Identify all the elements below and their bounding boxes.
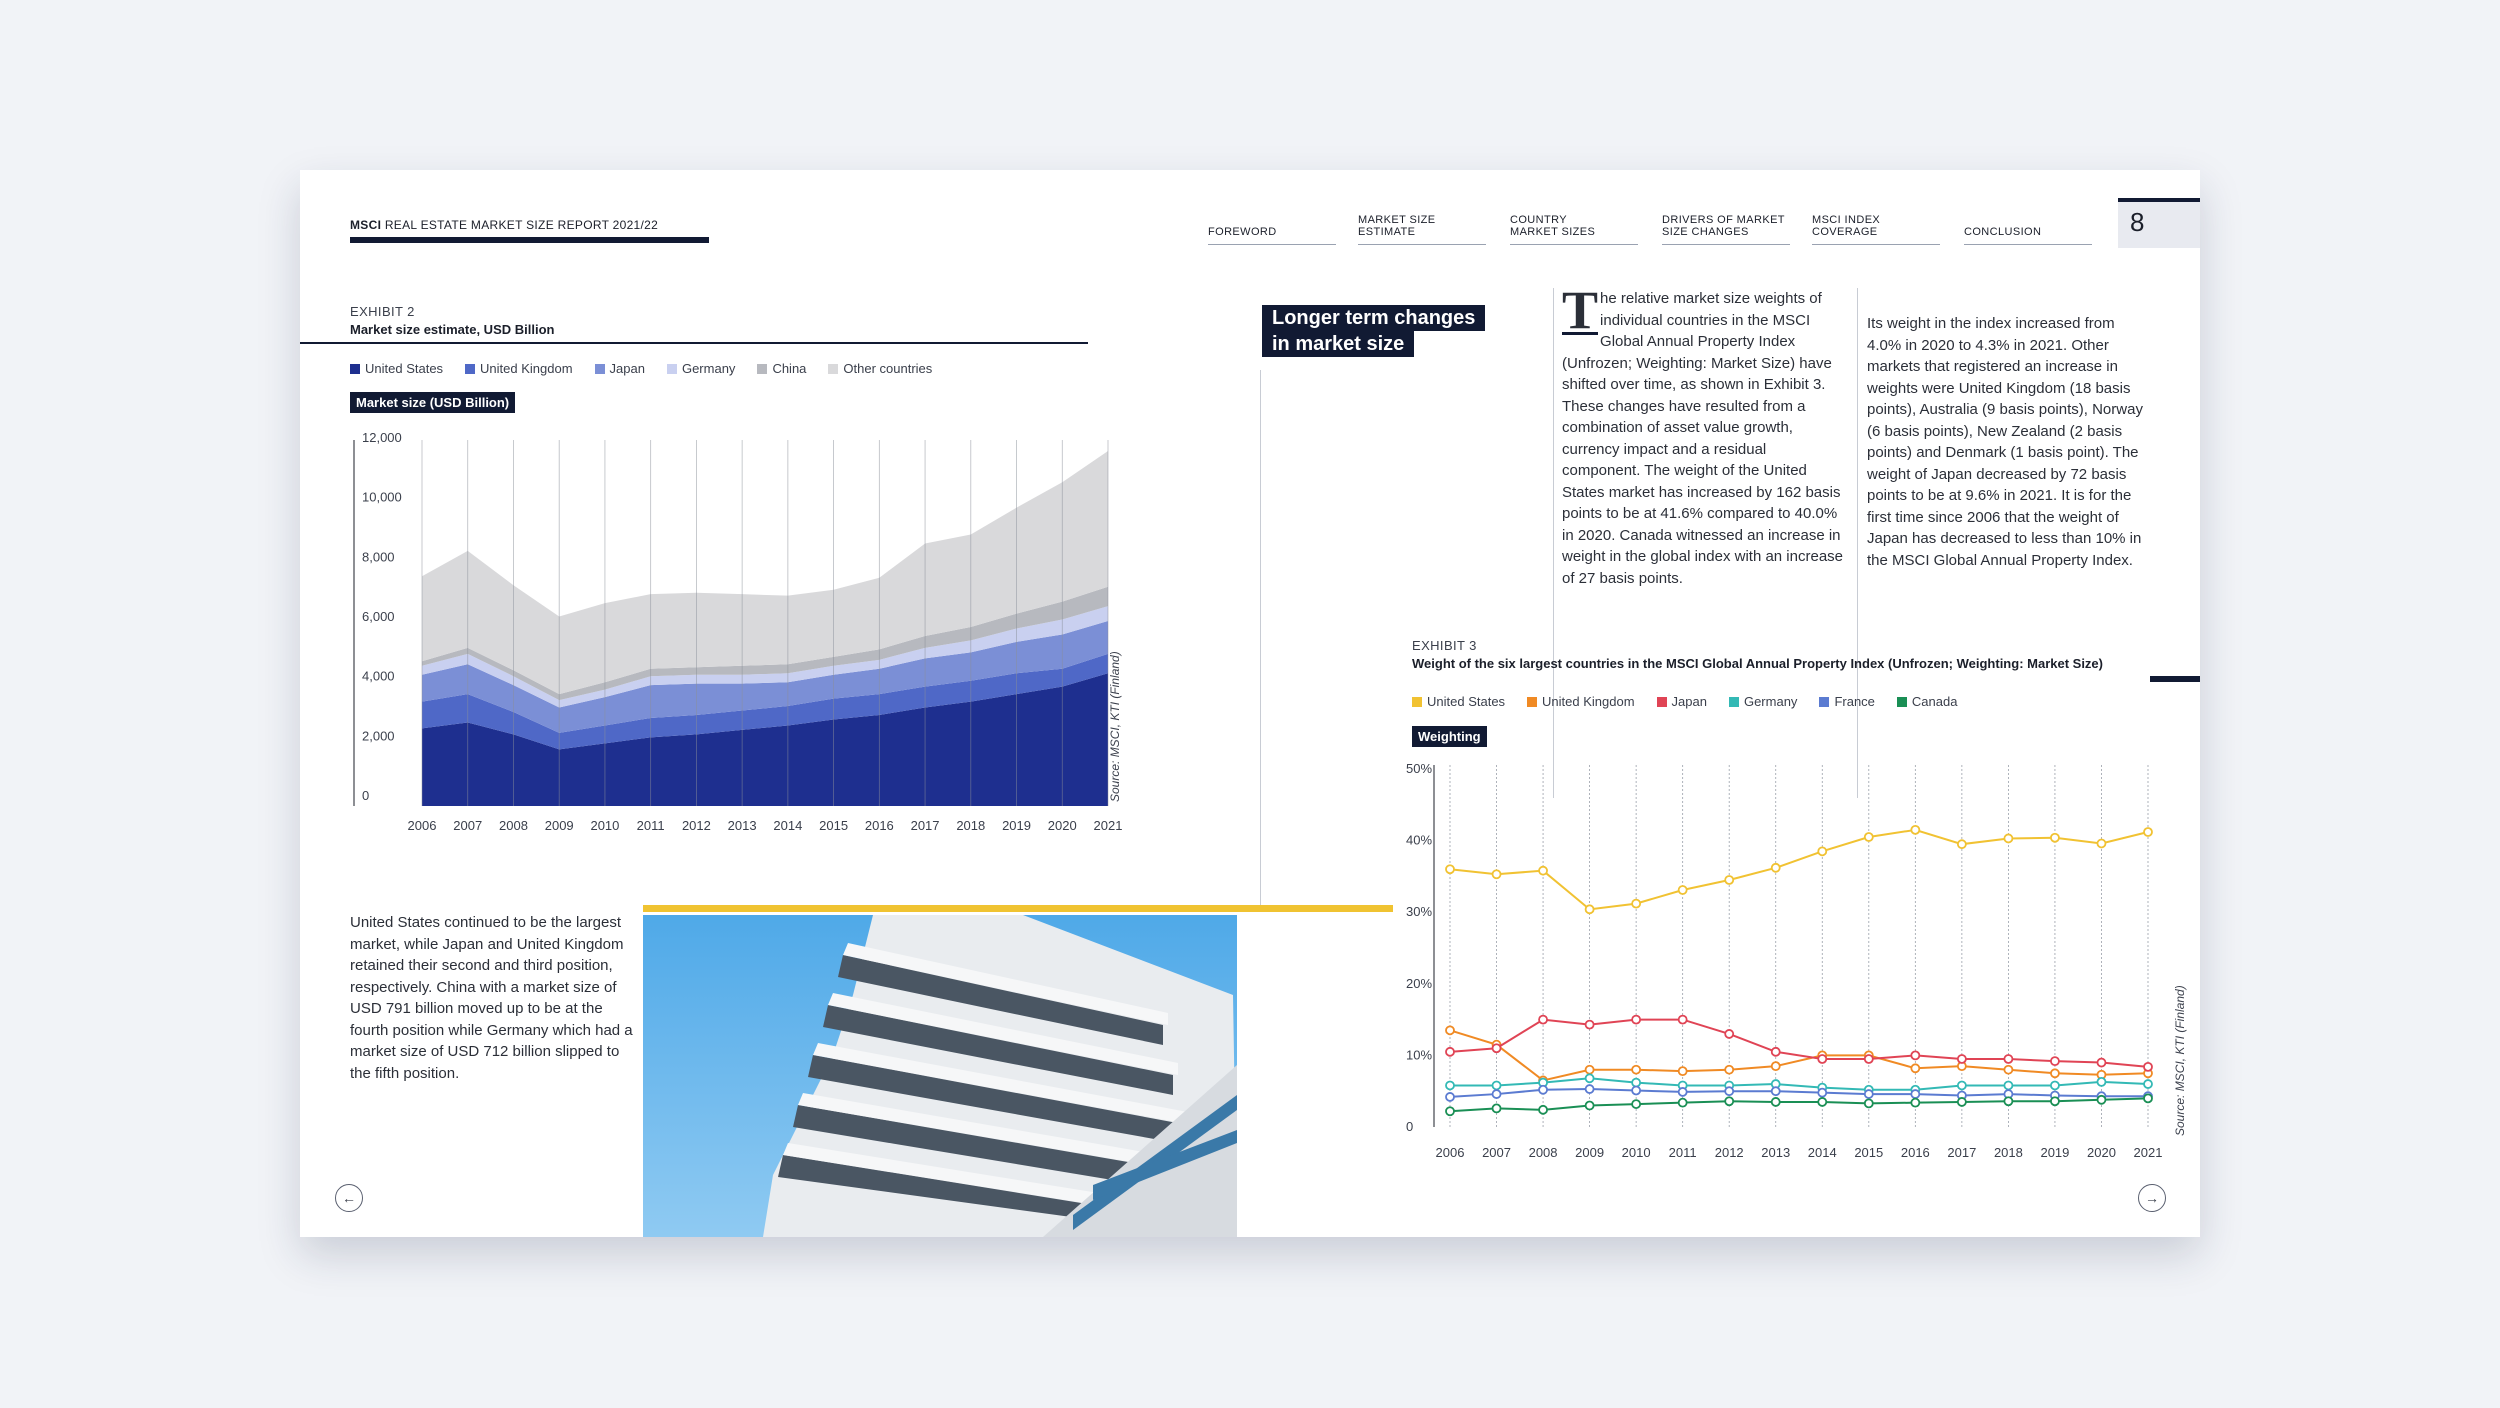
point-canada xyxy=(1446,1107,1454,1115)
point-united-states xyxy=(1818,847,1826,855)
point-canada xyxy=(2097,1096,2105,1104)
x-tick-label: 2011 xyxy=(636,818,665,833)
exhibit3-rule xyxy=(2150,676,2200,682)
point-united-states xyxy=(1446,865,1454,873)
legend-item-united-states xyxy=(350,361,443,376)
x-tick-label: 2010 xyxy=(1621,1145,1651,1160)
point-japan xyxy=(1632,1016,1640,1024)
point-japan xyxy=(1958,1055,1966,1063)
point-canada xyxy=(2004,1097,2012,1105)
point-united-states xyxy=(2144,828,2152,836)
point-germany xyxy=(1632,1079,1640,1087)
legend-item-germany xyxy=(667,361,735,376)
legend-label: Germany xyxy=(1743,694,1798,709)
point-japan xyxy=(2051,1057,2059,1065)
point-canada xyxy=(1679,1099,1687,1107)
section-heading-line-2: in market size xyxy=(1262,331,1414,357)
x-tick-label: 2012 xyxy=(681,818,711,833)
legend-item-germany xyxy=(1729,694,1797,709)
legend-swatch xyxy=(1527,697,1537,707)
legend-swatch xyxy=(595,364,605,374)
point-united-states xyxy=(1725,876,1733,884)
legend-swatch xyxy=(1729,697,1739,707)
x-tick-label: 2020 xyxy=(2087,1145,2116,1160)
x-tick-label: 2008 xyxy=(1528,1145,1558,1160)
exhibit2-axis-tag: Market size (USD Billion) xyxy=(350,392,515,413)
point-japan xyxy=(1865,1055,1873,1063)
exhibit2-label: EXHIBIT 2 xyxy=(350,304,415,319)
legend-item-japan xyxy=(595,361,645,376)
x-tick-label: 2019 xyxy=(2040,1145,2070,1160)
point-united-kingdom xyxy=(2004,1066,2012,1074)
y-tick-label: 0 xyxy=(1406,1119,1414,1134)
y-tick-label: 20% xyxy=(1406,975,1433,991)
point-france xyxy=(1632,1086,1640,1094)
legend-label: Other countries xyxy=(843,361,933,376)
y-tick-label: 50% xyxy=(1406,761,1433,776)
x-tick-label: 2007 xyxy=(453,818,483,833)
dropcap: T xyxy=(1562,280,1599,340)
legend-item-canada xyxy=(1897,694,1958,709)
y-tick-label: 0 xyxy=(362,788,370,803)
point-japan xyxy=(1772,1048,1780,1056)
legend-label: Germany xyxy=(681,361,736,376)
y-tick-label: 8,000 xyxy=(362,549,395,565)
x-tick-label: 2017 xyxy=(910,818,940,833)
point-united-states xyxy=(1865,833,1873,841)
point-france xyxy=(1493,1090,1501,1098)
legend-label: Canada xyxy=(1911,694,1958,709)
point-united-states xyxy=(1911,826,1919,834)
point-france xyxy=(1679,1088,1687,1096)
x-tick-label: 2021 xyxy=(2133,1145,2163,1160)
x-tick-label: 2014 xyxy=(1807,1145,1837,1160)
point-united-states xyxy=(1958,840,1966,848)
nav-foreword[interactable]: FOREWORD xyxy=(1208,208,1336,245)
page-number: 8 xyxy=(2118,198,2200,248)
point-japan xyxy=(2144,1063,2152,1071)
point-japan xyxy=(1818,1055,1826,1063)
point-united-kingdom xyxy=(1679,1067,1687,1075)
x-tick-label: 2007 xyxy=(1482,1145,1511,1160)
exhibit2-source: Source: MSCI, KTI (Finland) xyxy=(1108,651,1122,802)
point-france xyxy=(1446,1093,1454,1101)
point-united-kingdom xyxy=(1911,1064,1919,1072)
point-japan xyxy=(1725,1030,1733,1038)
x-tick-label: 2016 xyxy=(864,818,894,833)
x-tick-label: 2006 xyxy=(407,818,437,833)
point-united-states xyxy=(2097,839,2105,847)
legend-label: United States xyxy=(1427,694,1506,709)
point-united-states xyxy=(1772,864,1780,872)
section-heading xyxy=(1262,305,1485,357)
body-text-column-2: Its weight in the index increased from 4.0% in 2020 to 4.3% in 2021. Other markets that registered an increase in weights were United Kingdom (18 basis points), Australia (9 basis points), Norway (6 basis points), New Zealand (2 basis points) and Denmark (1 basis point). The weight of Japan decreased by 72 basis points to be at 9.6% in 2021. It is for the first time since 2006 that the weight of Japan has decreased to less than 10% in the MSCI Global Annual Property Index. xyxy=(1867,315,2143,569)
point-canada xyxy=(1493,1104,1501,1112)
point-germany xyxy=(1958,1081,1966,1089)
point-united-states xyxy=(1493,870,1501,878)
column-divider xyxy=(1260,370,1261,910)
x-tick-label: 2018 xyxy=(956,818,986,833)
point-canada xyxy=(1865,1099,1873,1107)
x-tick-label: 2012 xyxy=(1714,1145,1744,1160)
exhibit2-legend xyxy=(350,361,954,376)
point-canada xyxy=(1725,1097,1733,1105)
nav-drivers-of-market-size-changes[interactable]: DRIVERS OF MARKET SIZE CHANGES xyxy=(1662,208,1790,245)
legend-item-united-states xyxy=(1412,694,1505,709)
point-united-states xyxy=(2051,834,2059,842)
legend-swatch xyxy=(350,364,360,374)
point-germany xyxy=(1586,1074,1594,1082)
x-tick-label: 2009 xyxy=(1575,1145,1605,1160)
point-germany xyxy=(2051,1081,2059,1089)
x-tick-label: 2016 xyxy=(1900,1145,1930,1160)
body-text-column-1: T he relative market size weights of individual countries in the MSCI Global Annual Property Index (Unfrozen; Weighting: Market Size) have shifted over time, as shown in Exhibit 3. These changes have resulted from a combination of asset value growth, currency impact and a residual component. The weight of the United States market has increased by 162 basis points to be at 41.6% compared to 40.0% in 2020. Canada witnessed an increase in weight in the global index with an increase of 27 basis points. xyxy=(1562,280,1844,587)
legend-item-other-countries xyxy=(828,361,932,376)
report-title: MSCI REAL ESTATE MARKET SIZE REPORT 2021/22 xyxy=(350,218,659,232)
exhibit3-source: Source: MSCI, KTI (Finland) xyxy=(2173,985,2187,1136)
x-tick-label: 2008 xyxy=(499,818,528,833)
point-canada xyxy=(1772,1098,1780,1106)
point-france xyxy=(1539,1086,1547,1094)
nav-conclusion[interactable]: CONCLUSION xyxy=(1964,208,2092,245)
legend-item-china xyxy=(757,361,806,376)
arrow-right-icon: → xyxy=(2145,1190,2159,1206)
x-tick-label: 2013 xyxy=(1761,1145,1791,1160)
exhibit3-legend xyxy=(1412,694,1979,709)
legend-label: Japan xyxy=(1671,694,1707,709)
point-japan xyxy=(1539,1016,1547,1024)
y-tick-label: 2,000 xyxy=(362,728,395,744)
point-canada xyxy=(1586,1102,1594,1110)
point-japan xyxy=(1493,1044,1501,1052)
line-united-states xyxy=(1450,830,2148,909)
point-united-kingdom xyxy=(1725,1066,1733,1074)
legend-label: United Kingdom xyxy=(1542,694,1635,709)
prev-page-button[interactable] xyxy=(335,1184,363,1212)
point-united-kingdom xyxy=(2051,1069,2059,1077)
nav-country-market-sizes[interactable]: COUNTRY MARKET SIZES xyxy=(1510,208,1638,245)
line-canada xyxy=(1450,1098,2148,1111)
point-france xyxy=(1725,1087,1733,1095)
point-germany xyxy=(1446,1081,1454,1089)
exhibit2-rule xyxy=(300,342,1088,344)
legend-label: United States xyxy=(365,361,444,376)
x-tick-label: 2019 xyxy=(1002,818,1031,833)
legend-label: United Kingdom xyxy=(480,361,573,376)
y-tick-label: 4,000 xyxy=(362,668,395,684)
legend-item-united-kingdom xyxy=(1527,694,1635,709)
point-canada xyxy=(1958,1098,1966,1106)
legend-item-japan xyxy=(1657,694,1707,709)
x-tick-label: 2015 xyxy=(1854,1145,1884,1160)
legend-swatch xyxy=(1412,697,1422,707)
point-france xyxy=(1865,1090,1873,1098)
legend-swatch xyxy=(667,364,677,374)
y-tick-label: 10% xyxy=(1406,1047,1433,1063)
legend-label: Japan xyxy=(609,361,645,376)
x-tick-label: 2013 xyxy=(727,818,757,833)
nav-msci-index-coverage[interactable]: MSCI INDEX COVERAGE xyxy=(1812,208,1940,245)
x-tick-label: 2014 xyxy=(773,818,803,833)
x-tick-label: 2006 xyxy=(1435,1145,1465,1160)
point-japan xyxy=(1586,1021,1594,1029)
next-page-button[interactable] xyxy=(2138,1184,2166,1212)
title-underline xyxy=(350,237,709,243)
point-united-kingdom xyxy=(1772,1062,1780,1070)
x-tick-label: 2021 xyxy=(1093,818,1123,833)
arrow-left-icon: ← xyxy=(342,1190,356,1206)
legend-swatch xyxy=(1657,697,1667,707)
left-paragraph: United States continued to be the largest market, while Japan and United Kingdom retained their second and third position, respectively. China with a market size of USD 791 billion moved up to be at the fourth position while Germany which had a market size of USD 712 billion slipped to the fifth position. xyxy=(350,914,633,1082)
y-tick-label: 10,000 xyxy=(362,489,402,505)
point-united-kingdom xyxy=(1586,1066,1594,1074)
x-tick-label: 2018 xyxy=(1993,1145,2023,1160)
x-tick-label: 2010 xyxy=(590,818,620,833)
exhibit3-label: EXHIBIT 3 xyxy=(1412,638,1477,653)
point-united-kingdom xyxy=(1632,1066,1640,1074)
line-france xyxy=(1450,1089,2148,1097)
point-canada xyxy=(2144,1094,2152,1102)
x-tick-label: 2015 xyxy=(819,818,849,833)
point-united-states xyxy=(1586,905,1594,913)
section-heading-line-1: Longer term changes xyxy=(1262,305,1485,331)
exhibit2-chart xyxy=(340,410,1140,870)
building-photo xyxy=(643,915,1237,1237)
point-france xyxy=(1772,1087,1780,1095)
legend-item-france xyxy=(1819,694,1874,709)
point-france xyxy=(1586,1085,1594,1093)
point-japan xyxy=(2097,1059,2105,1067)
y-tick-label: 30% xyxy=(1406,904,1433,920)
legend-swatch xyxy=(757,364,767,374)
exhibit2-title: Market size estimate, USD Billion xyxy=(350,322,555,337)
legend-swatch xyxy=(1897,697,1907,707)
legend-label: China xyxy=(772,361,807,376)
x-tick-label: 2009 xyxy=(544,818,574,833)
x-tick-label: 2017 xyxy=(1947,1145,1977,1160)
point-japan xyxy=(1679,1016,1687,1024)
legend-swatch xyxy=(1819,697,1829,707)
exhibit3-axis-tag: Weighting xyxy=(1412,726,1487,747)
point-japan xyxy=(2004,1055,2012,1063)
point-germany xyxy=(1493,1081,1501,1089)
point-united-states xyxy=(2004,834,2012,842)
nav-market-size-estimate[interactable]: MARKET SIZE ESTIMATE xyxy=(1358,208,1486,245)
point-france xyxy=(1911,1090,1919,1098)
exhibit3-title: Weight of the six largest countries in the MSCI Global Annual Property Index (Unfrozen; Weighting: Market Size) xyxy=(1412,656,2103,671)
point-france xyxy=(1818,1089,1826,1097)
point-germany xyxy=(2097,1078,2105,1086)
point-canada xyxy=(1818,1098,1826,1106)
x-tick-label: 2011 xyxy=(1668,1145,1697,1160)
x-tick-label: 2020 xyxy=(1047,818,1077,833)
legend-label: France xyxy=(1834,694,1875,709)
legend-swatch xyxy=(828,364,838,374)
point-united-states xyxy=(1632,900,1640,908)
y-tick-label: 40% xyxy=(1406,832,1433,848)
point-canada xyxy=(2051,1097,2059,1105)
point-japan xyxy=(1911,1051,1919,1059)
y-tick-label: 12,000 xyxy=(362,430,402,445)
point-germany xyxy=(2144,1080,2152,1088)
legend-item-united-kingdom xyxy=(465,361,573,376)
point-united-states xyxy=(1539,867,1547,875)
line-germany xyxy=(1450,1078,2148,1089)
y-tick-label: 6,000 xyxy=(362,609,395,624)
text-column-divider-2 xyxy=(1857,288,1858,798)
point-germany xyxy=(2004,1081,2012,1089)
point-canada xyxy=(1632,1100,1640,1108)
report-page xyxy=(300,170,2200,1237)
text-column-divider-1 xyxy=(1553,288,1554,798)
point-united-states xyxy=(1679,886,1687,894)
photo-accent-bar xyxy=(643,905,1393,912)
point-united-kingdom xyxy=(1446,1026,1454,1034)
point-canada xyxy=(1911,1099,1919,1107)
point-canada xyxy=(1539,1106,1547,1114)
legend-swatch xyxy=(465,364,475,374)
point-japan xyxy=(1446,1048,1454,1056)
exhibit3-chart xyxy=(1400,745,2180,1165)
